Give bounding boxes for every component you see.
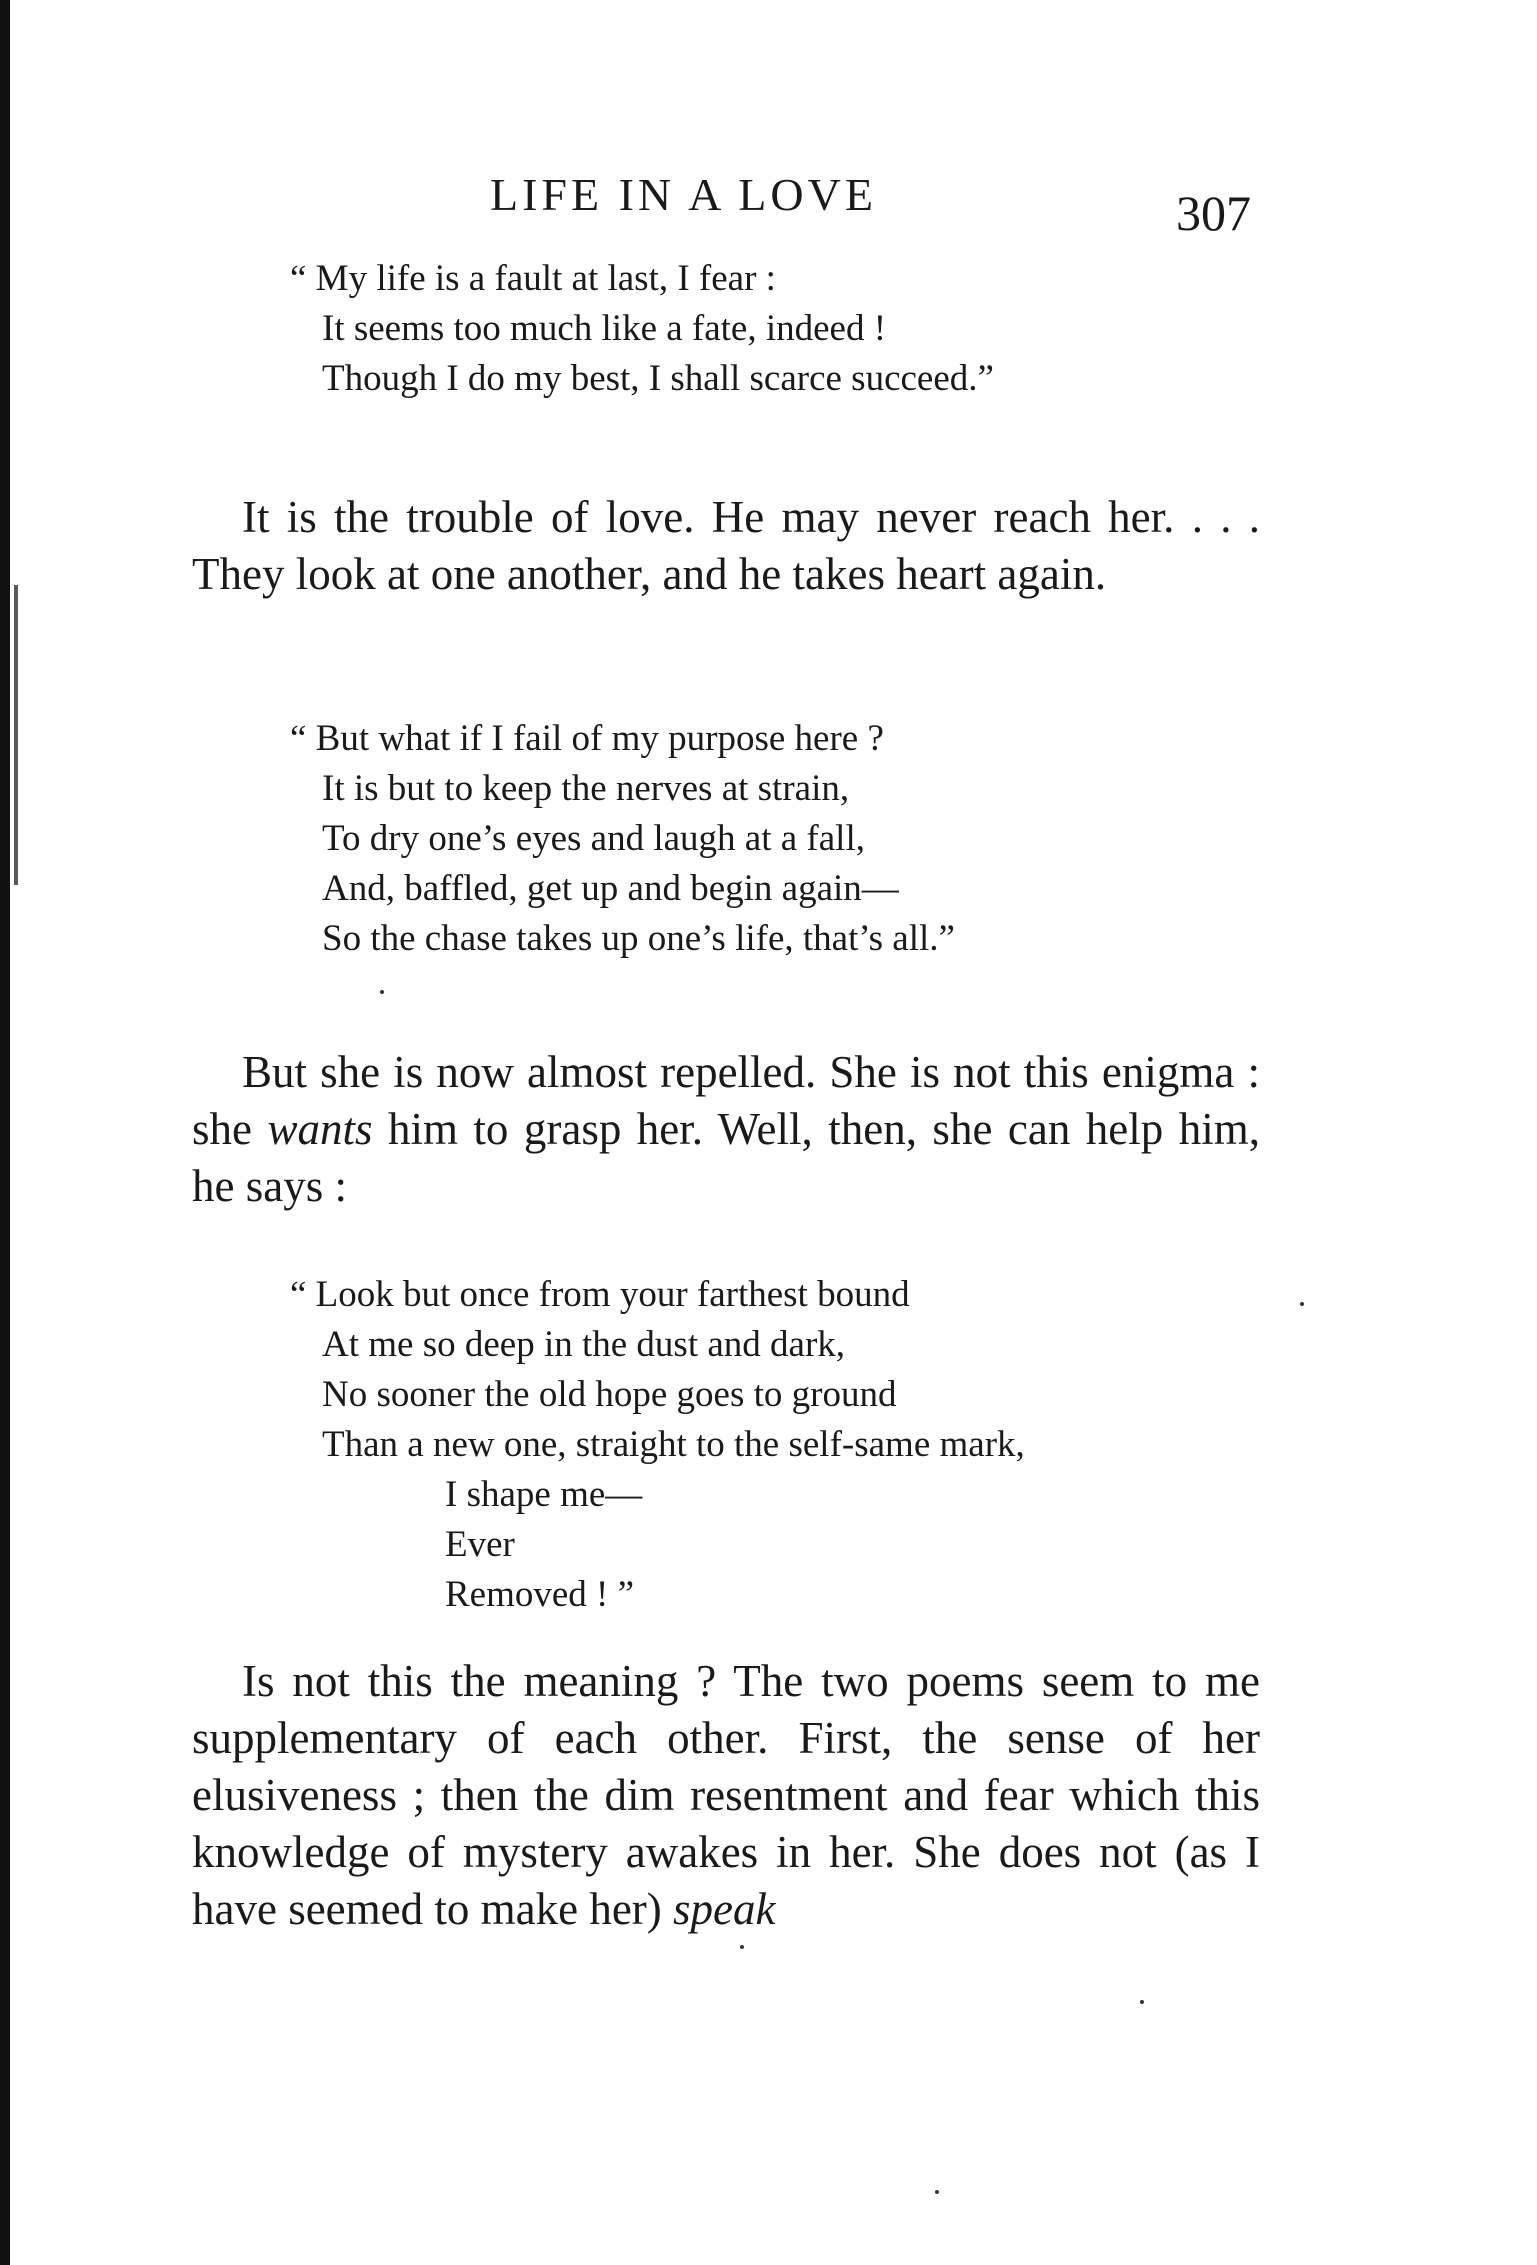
verse-quotation-3 [290, 1270, 1025, 1620]
verse-line: I shape me— [445, 1474, 643, 1515]
verse-line: It is but to keep the nerves at strain, [322, 768, 850, 809]
body-paragraph-2 [192, 1044, 1260, 1215]
verse-line: No sooner the old hope goes to ground [322, 1374, 897, 1415]
paper-speck [740, 1945, 744, 1949]
page-binding-shadow [14, 585, 18, 885]
page-number: 307 [1176, 185, 1251, 241]
verse-line: “ But what if I fail of my purpose here ? [290, 718, 884, 759]
paper-speck [935, 2190, 939, 2194]
verse-line: Than a new one, straight to the self-same mark, [322, 1424, 1025, 1465]
verse-line: To dry one’s eyes and laugh at a fall, [322, 818, 865, 859]
paragraph-text-part: Is not this the meaning ? The two poems seem to me supplementary of each other. First, the sense of her elusiveness ; then the dim resentment and fear which this knowledge of mystery awakes in her. She does not (as I have seemed to make her) [192, 1656, 1260, 1934]
running-head: LIFE IN A LOVE [490, 169, 877, 220]
paper-speck [1140, 2000, 1144, 2004]
body-paragraph-1 [192, 489, 1260, 603]
verse-line: At me so deep in the dust and dark, [322, 1324, 846, 1365]
page-binding-edge [0, 0, 10, 2265]
verse-line: And, baffled, get up and begin again— [322, 868, 899, 909]
paper-speck [380, 990, 384, 994]
verse-quotation-1 [290, 254, 994, 404]
verse-line: Removed ! ” [445, 1574, 635, 1615]
paragraph-text: It is the trouble of love. He may never reach her. . . . They look at one another, and he takes heart again. [192, 492, 1260, 599]
verse-quotation-2 [290, 714, 955, 964]
verse-line: It seems too much like a fate, indeed ! [322, 308, 887, 349]
emphasis-text: wants [267, 1104, 373, 1154]
paragraph-text [192, 1653, 1260, 1938]
verse-line: “ Look but once from your farthest bound [290, 1274, 910, 1315]
verse-line: Though I do my best, I shall scarce succeed.” [322, 358, 994, 399]
body-paragraph-3 [192, 1653, 1260, 1938]
paragraph-text-part: But she is now almost repelled. She is not this enigma : she [192, 1047, 1260, 1154]
verse-line: So the chase takes up one’s life, that’s all.” [322, 918, 955, 959]
emphasis-text: speak [673, 1884, 776, 1934]
verse-line: “ My life is a fault at last, I fear : [290, 258, 776, 299]
paragraph-text [192, 1044, 1260, 1215]
verse-line: Ever [445, 1524, 515, 1565]
paragraph-text-part: him to grasp her. Well, then, she can help him, he says : [192, 1104, 1260, 1211]
paper-speck [1300, 1302, 1304, 1306]
